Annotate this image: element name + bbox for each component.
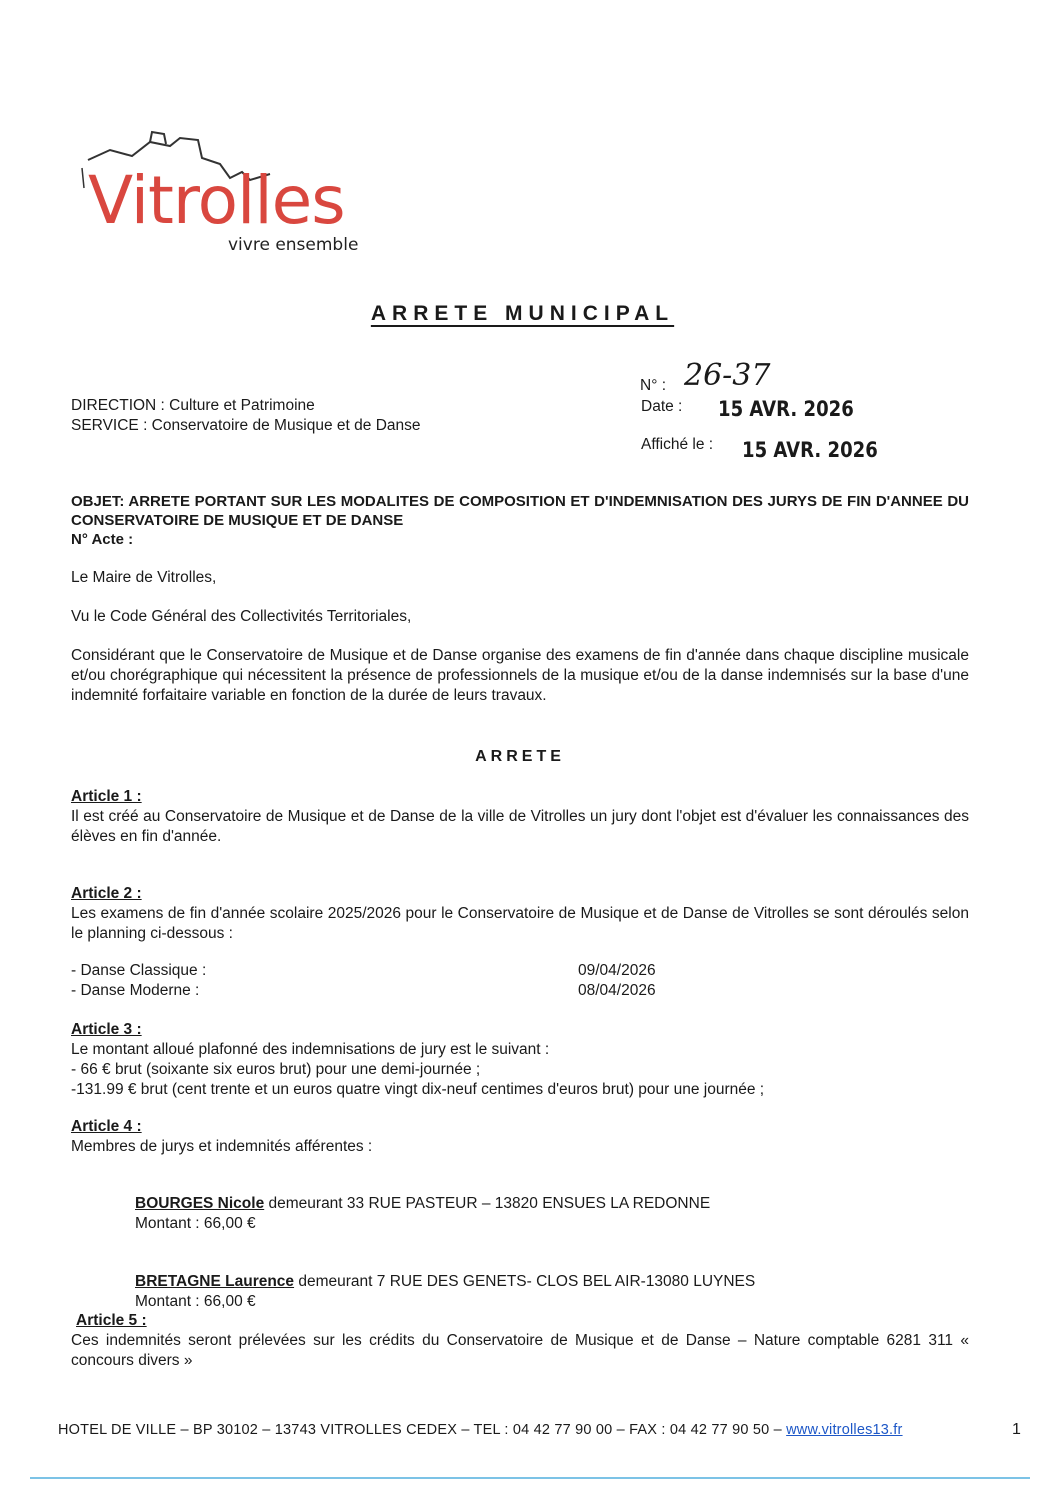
bottom-divider [30, 1477, 1030, 1479]
numero-label: N° : [640, 377, 667, 394]
article-3-intro: Le montant alloué plafonné des indemnisations de jury est le suivant : [71, 1041, 550, 1058]
jury-member-address: demeurant 33 RUE PASTEUR – 13820 ENSUES LA REDONNE [264, 1195, 711, 1212]
jury-member-amount: Montant : 66,00 € [135, 1293, 256, 1310]
acte-number: N° Acte : [71, 531, 134, 548]
page-number: 1 [1012, 1421, 1021, 1438]
article-3-heading: Article 3 : [71, 1021, 142, 1038]
article-5 [71, 1311, 969, 1371]
article-3-line-2: -131.99 € brut (cent trente et un euros quatre vingt dix-neuf centimes d'euros brut) pour une journée ; [71, 1081, 765, 1098]
article-1-heading: Article 1 : [71, 788, 142, 805]
direction-line: DIRECTION : Culture et Patrimoine [71, 397, 315, 414]
vu-line: Vu le Code Général des Collectivités Territoriales, [71, 608, 412, 625]
date-stamp: 15 AVR. 2026 [718, 397, 854, 421]
jury-member-amount: Montant : 66,00 € [135, 1215, 256, 1232]
affiche-stamp: 15 AVR. 2026 [742, 438, 878, 462]
schedule-date: 09/04/2026 [578, 962, 656, 979]
schedule-date: 08/04/2026 [578, 982, 656, 999]
jury-member [135, 1194, 710, 1234]
article-5-text: Ces indemnités seront prélevées sur les crédits du Conservatoire de Musique et de Danse – Nature comptable 6281 311 « concours divers » [71, 1332, 969, 1369]
service-line: SERVICE : Conservatoire de Musique et de Danse [71, 417, 421, 434]
article-4-intro: Membres de jurys et indemnités afférentes : [71, 1138, 373, 1155]
logo-wordmark: Vitrolles [88, 162, 345, 239]
schedule-label: - Danse Moderne : [71, 982, 200, 999]
article-3 [71, 1020, 969, 1100]
article-2-heading: Article 2 : [71, 885, 142, 902]
footer-contact: HOTEL DE VILLE – BP 30102 – 13743 VITROLLES CEDEX – TEL : 04 42 77 90 00 – FAX : 04 42 77 90 50 – [58, 1422, 787, 1438]
article-4 [71, 1117, 969, 1157]
date-label: Date : [641, 398, 683, 415]
schedule-label: - Danse Classique : [71, 962, 207, 979]
considerant-paragraph: Considérant que le Conservatoire de Musique et de Danse organise des examens de fin d'année dans chaque discipline musicale et/ou chorégraphique qui nécessitent la présence de professionnels de la musique et/ou de la danse indemnisés sur la base d'une indemnité forfaitaire variable en fonction de la durée de leurs travaux. [71, 647, 969, 704]
website-link[interactable]: www.vitrolles13.fr [786, 1422, 903, 1438]
jury-member [135, 1272, 755, 1312]
objet-block [71, 492, 969, 549]
article-1 [71, 787, 969, 847]
article-3-line-1: - 66 € brut (soixante six euros brut) pour une demi-journée ; [71, 1061, 481, 1078]
affiche-label: Affiché le : [641, 436, 714, 453]
objet-text: OBJET: ARRETE PORTANT SUR LES MODALITES DE COMPOSITION ET D'INDEMNISATION DES JURYS DE FIN D'ANNEE DU CONSERVATOIRE DE MUSIQUE ET DE DANSE [71, 493, 969, 529]
article-4-heading: Article 4 : [71, 1118, 142, 1135]
article-1-text: Il est créé au Conservatoire de Musique et de Danse de la ville de Vitrolles un jury dont l'objet est d'évaluer les connaissances des élèves en fin d'année. [71, 808, 969, 845]
article-5-heading: Article 5 : [76, 1312, 147, 1329]
article-2 [71, 884, 969, 944]
maire-line: Le Maire de Vitrolles, [71, 569, 217, 586]
jury-member-address: demeurant 7 RUE DES GENETS- CLOS BEL AIR-13080 LUYNES [294, 1273, 756, 1290]
footer-address [58, 1422, 903, 1438]
logo-tagline: vivre ensemble [228, 235, 359, 255]
numero-handwritten: 26-37 [684, 358, 771, 393]
page-title: ARRETE MUNICIPAL [370, 302, 675, 325]
arrete-heading: ARRETE [475, 748, 565, 765]
jury-member-name: BRETAGNE Laurence [135, 1273, 295, 1290]
logo [70, 128, 390, 258]
jury-member-name: BOURGES Nicole [135, 1195, 265, 1212]
article-2-text: Les examens de fin d'année scolaire 2025/2026 pour le Conservatoire de Musique et de Danse de Vitrolles se sont déroulés selon le planning ci-dessous : [71, 905, 969, 942]
